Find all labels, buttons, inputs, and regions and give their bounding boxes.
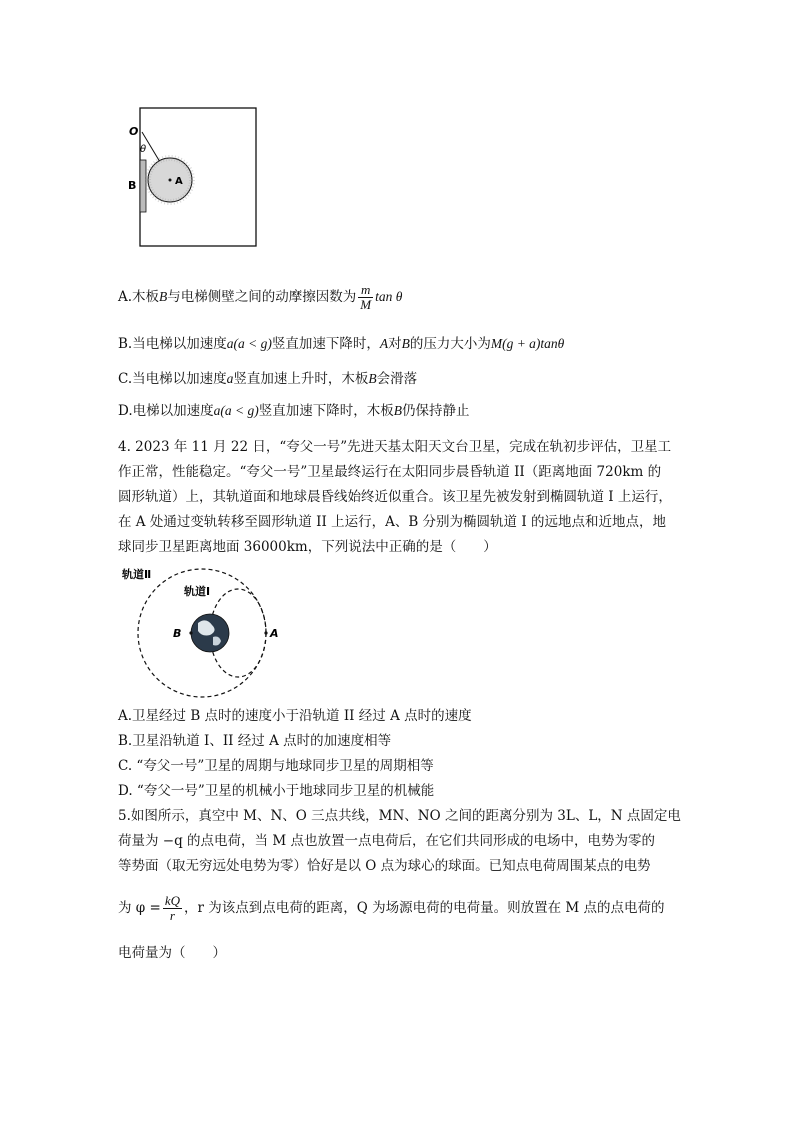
- q4-text-2: 作正常，性能稳定。“夸父一号”卫星最终运行在太阳同步晨昏轨道 II（距离地面 720km 的: [118, 464, 662, 480]
- q5-text-3: 等势面（取无穷远处电势为零）恰好是以 O 点为球心的球面。已知点电荷周围某点的电势: [118, 858, 651, 874]
- q3-option-c: C.当电梯以加速度a竖直加速上升时，木板B会滑落: [118, 371, 418, 387]
- elevator-figure: [118, 100, 268, 255]
- ball-center: [169, 179, 172, 182]
- label-b: B: [173, 627, 182, 640]
- q4-text-3: 圆形轨道）上，其轨道面和地球晨昏线始终近似重合。该卫星先被发射到椭圆轨道 I 上运行，: [118, 489, 672, 505]
- q4-text-5: 球同步卫星距离地面 36000km，下列说法中正确的是（ ）: [118, 539, 497, 555]
- q4-option-c: C. “夸父一号”卫星的周期与地球同步卫星的周期相等: [118, 758, 434, 774]
- q5-text-4: 为 φ = $\frac{kQ}{r}$ ，r 为该点到点电荷的距离，Q 为场源电荷的电荷量。则放置在 M 点的点电荷的: [118, 893, 665, 923]
- q3-option-d: D.电梯以加速度a(a < g)竖直加速下降时，木板B仍保持静止: [118, 403, 470, 419]
- label-a: A: [175, 176, 183, 187]
- q4-option-d: D. “夸父一号”卫星的机械小于地球同步卫星的机械能: [118, 783, 435, 799]
- label-theta: θ: [140, 144, 147, 155]
- fraction-m-over-m: $\frac{m}{M}$: [360, 282, 372, 312]
- q5-text-2: 荷量为 −q 的点电荷，当 M 点也放置一点电荷后，在它们共同形成的电场中，电势为零的: [118, 833, 655, 849]
- label-b: B: [128, 179, 137, 192]
- board-b: [140, 160, 146, 212]
- label-a: A: [270, 627, 279, 640]
- label-orbit-i: 轨道Ⅰ: [184, 585, 211, 598]
- fraction-kq-over-r: $\frac{kQ}{r}$: [164, 893, 181, 923]
- q3-option-a: A.木板B与电梯侧壁之间的动摩擦因数为 $\frac{m}{M}$ tan θ: [118, 282, 403, 312]
- q4-option-b: B.卫星沿轨道 I、II 经过 A 点时的加速度相等: [118, 733, 392, 749]
- q3-option-b: B.当电梯以加速度a(a < g)竖直加速下降时，A对B的压力大小为M(g + a)tanθ: [118, 336, 565, 352]
- q5-text-1: 5.如图所示，真空中 M、N、O 三点共线，MN、NO 之间的距离分别为 3L、L，N 点固定电: [118, 808, 681, 824]
- label-o: O: [129, 125, 139, 138]
- q4-text-4: 在 A 处通过变轨转移至圆形轨道 II 上运行，A、B 分别为椭圆轨道 I 的远地点和近地点，地: [118, 514, 666, 530]
- q4-text-1: 4. 2023 年 11 月 22 日，“夸父一号”先进天基太阳天文台卫星，完成在轨初步评估，卫星工: [118, 439, 672, 455]
- q4-option-a: A.卫星经过 B 点时的速度小于沿轨道 II 经过 A 点时的速度: [118, 708, 472, 724]
- label-orbit-ii: 轨道Ⅱ: [122, 568, 152, 581]
- point-b: [189, 631, 192, 634]
- point-a: [264, 631, 267, 634]
- orbit-figure: [118, 565, 288, 700]
- q5-text-5: 电荷量为（ ）: [118, 945, 226, 961]
